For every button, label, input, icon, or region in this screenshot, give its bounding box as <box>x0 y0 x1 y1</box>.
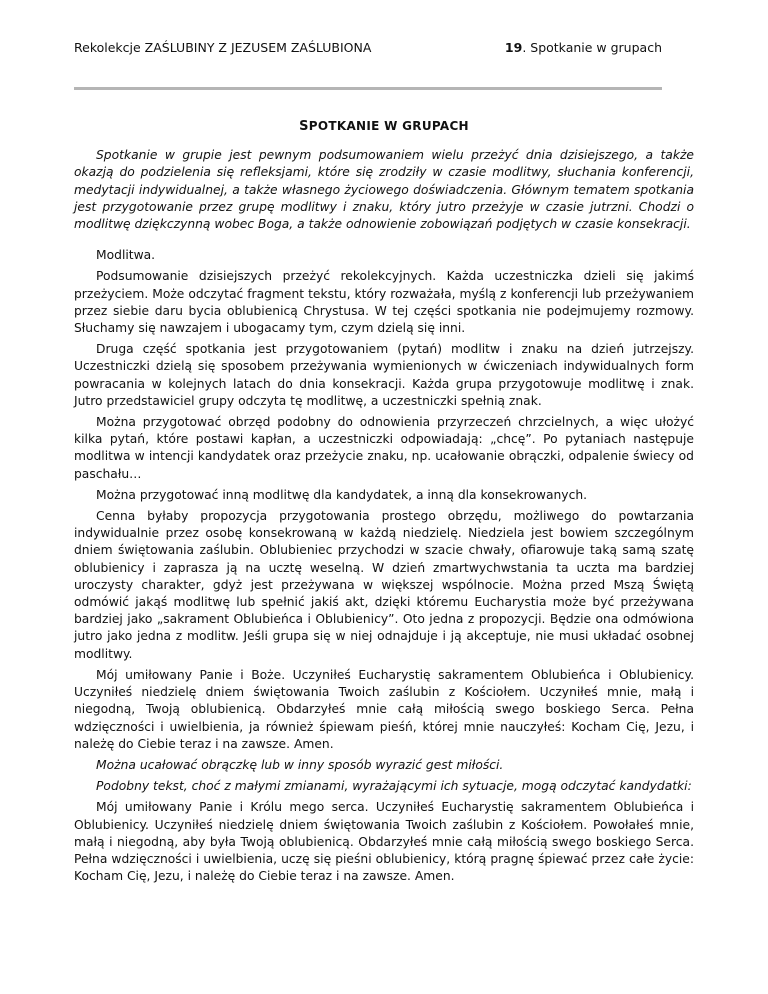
header-divider <box>74 87 662 90</box>
document-body <box>74 110 694 889</box>
prayer-paragraph: Mój umiłowany Panie i Królu mego serca. Uczyniłeś Eucharystię sakramentem Oblubieńca i Oblubienicy. Uczyniłeś niedzielę dniem świętowania Twoich zaślubin z Kościołem. Powołałeś mnie, małą i niegodną, aby była Twoją oblubienicą. Obdarzyłeś mnie całą miłością swego boskiego Serca. Pełna wdzięczności i uwielbienia, uczę się pieśni oblubienicy, którą pragnę śpiewać przez całe życie: Kocham Cię, Jezu, i należę do Ciebie teraz i na zawsze. Amen. <box>74 800 694 884</box>
prayer-paragraph: Mój umiłowany Panie i Boże. Uczyniłeś Eucharystię sakramentem Oblubieńca i Oblubienicy. Uczyniłeś niedzielę dniem świętowania Twoich zaślubin z Kościołem. Uczyniłeś mnie, małą i niegodną, Twoją oblubienicą. Obdarzyłeś mnie całą miłością swego boskiego Serca. Pełna wdzięczności i uwielbienia, ja również śpiewam pieśń, której mnie nauczyłeś: Kocham Cię, Jezu, i należę do Ciebie teraz i na zawsze. Amen. <box>74 667 694 751</box>
header-chapter-number: 19 <box>504 40 523 55</box>
paragraph: Druga część spotkania jest przygotowaniem (pytań) modlitw i znaku na dzień jutrzejszy. Uczestniczki dzielą się sposobem przeżywania wymienionych w ćwiczeniach indywidualnych form powracania w kolejnych latach do dnia konsekracji. Każda grupa przygotowuje modlitwę i znak. Jutro przedstawiciel grupy odczyta tę modlitwę, a uczestniczki spełnią znak. <box>74 342 694 408</box>
paragraph: Można przygotować obrzęd podobny do odnowienia przyrzeczeń chrzcielnych, a więc ułożyć kilka pytań, które postawi kapłan, a uczestniczki odpowiadają: „chcę”. Po pytaniach następuje modlitwa w intencji kandydatek oraz przeżycie znaku, np. ucałowanie obrączki, odpalenie świecy od paschału… <box>74 415 694 481</box>
header-left-title: Rekolekcje ZAŚLUBINY Z JEZUSEM ZAŚLUBIONA <box>74 40 372 55</box>
header-right-title <box>505 39 662 57</box>
paragraph-prayer-label: Modlitwa. <box>96 248 156 263</box>
paragraph: Podsumowanie dzisiejszych przeżyć rekolekcyjnych. Każda uczestniczka dzieli się jakimś przeżyciem. Może odczytać fragment tekstu, który rozważała, myślą z konferencji lub przeżywaniem przez siebie daru bycia oblubienicą Chrystusa. W tej części spotkania nie podejmujemy rozmowy. Słuchamy się nawzajem i ubogacamy tym, czym dzielą się inni. <box>74 269 694 336</box>
header-chapter-title: . Spotkanie w grupach <box>522 40 662 55</box>
page-title <box>74 118 694 135</box>
instruction-paragraph: Podobny tekst, choć z małymi zmianami, wyrażającymi ich sytuacje, mogą odczytać kandydatki: <box>96 779 692 794</box>
page-title-rest: POTKANIE W GRUPACH <box>308 119 469 133</box>
intro-paragraph: Spotkanie w grupie jest pewnym podsumowaniem wielu przeżyć dnia dzisiejszego, a także okazją do podzielenia się refleksjami, które się zrodziły w czasie modlitwy, słuchania konferencji, medytacji indywidualnej, a także własnego życiowego doświadczenia. Głównym tematem spotkania jest przygotowanie przez grupę modlitwy i znaku, który jutro przeżyje w czasie jutrzni. Chodzi o modlitwę dziękczynną wobec Boga, a także odnowienie zobowiązań podjętych w czasie konsekracji. <box>74 148 694 232</box>
paragraph: Można przygotować inną modlitwę dla kandydatek, a inną dla konsekrowanych. <box>96 487 588 502</box>
paragraph: Cenna byłaby propozycja przygotowania prostego obrzędu, możliwego do powtarzania indywidualnie przez osobę konsekrowaną w każdą niedzielę. Niedziela jest bowiem szczególnym dniem świętowania zaślubin. Oblubieniec przychodzi w szacie chwały, ofiarowuje taką samą szatę oblubienicy i zaprasza ją na ucztę weselną. W dzień zmartwychwstania ta uczta ma bardziej uroczysty charakter, gdyż jest przeżywana w większej wspólnocie. Można przed Mszą Świętą odmówić jakąś modlitwę lub spełnić jakiś akt, dzięki któremu Eucharystia może być przeżywana bardziej jako „sakrament Oblubieńca i Oblubienicy”. Oto jedna z propozycji. Będzie ona odmówiona jutro jako jedna z modlitw. Jeśli grupa się w niej odnajduje i ją akceptuje, nie musi układać osobnej modlitwy. <box>74 509 694 661</box>
page-title-initial: S <box>299 119 309 134</box>
instruction-paragraph: Można ucałować obrączkę lub w inny sposób wyrazić gest miłości. <box>96 757 504 772</box>
